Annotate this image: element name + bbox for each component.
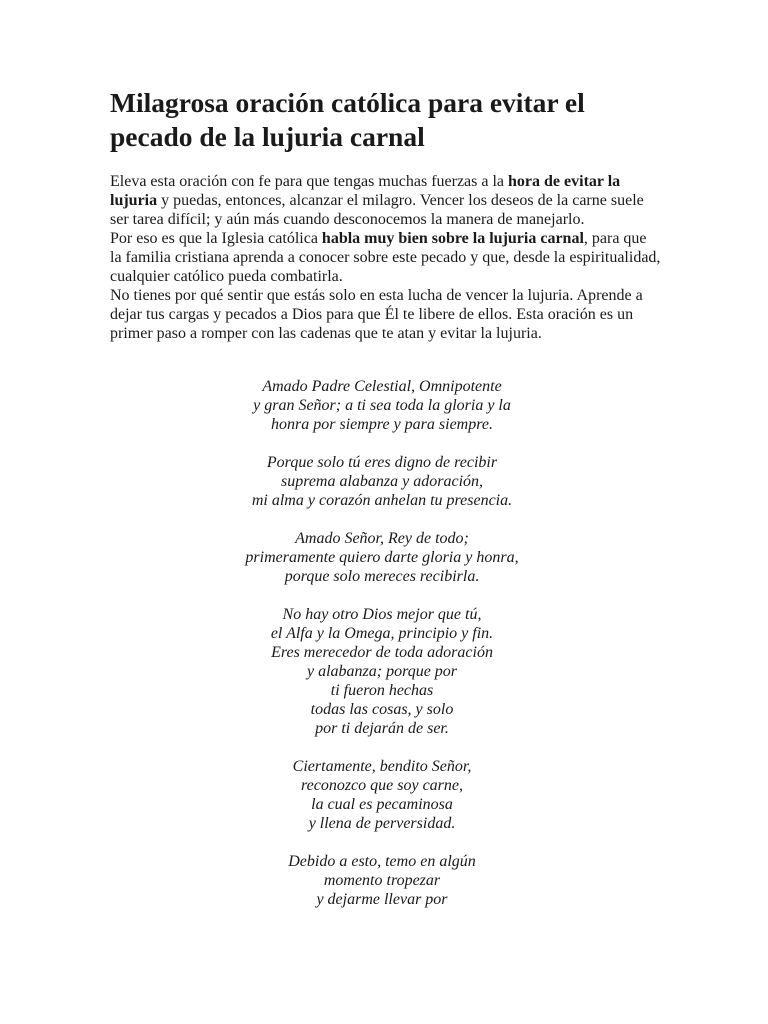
prayer-stanza — [110, 852, 654, 909]
prayer-line: la cual es pecaminosa — [311, 796, 453, 813]
bold-phrase: hora de evitar la lujuria — [110, 173, 621, 209]
prayer-line: Porque solo tú eres digno de recibir — [266, 454, 498, 471]
prayer-line: todas las cosas, y solo — [310, 701, 454, 718]
prayer-line: Eres merecedor de toda adoración — [271, 644, 493, 661]
prayer-line: honra por siempre y para siempre. — [271, 416, 493, 433]
text-run: Eleva esta oración con fe para que tengas muchas fuerzas a la — [110, 173, 509, 190]
prayer-stanza — [110, 529, 654, 586]
prayer-line: y alabanza; porque por — [306, 663, 458, 680]
article-title: Milagrosa oración católica para evitar el pecado de la lujuria carnal — [110, 87, 585, 152]
prayer-line: y gran Señor; a ti sea toda la gloria y la — [253, 397, 511, 414]
prayer-line: Amado Padre Celestial, Omnipotente — [262, 378, 502, 395]
prayer-line: No hay otro Dios mejor que tú, — [282, 606, 482, 623]
prayer-line: porque solo mereces recibirla. — [284, 568, 480, 585]
prayer-line: y dejarme llevar por — [316, 891, 448, 908]
prayer-line: y llena de perversidad. — [308, 815, 456, 832]
prayer-stanza — [110, 757, 654, 833]
prayer-line: por ti dejarán de ser. — [315, 720, 449, 737]
text-run: y puedas, entonces, alcanzar el milagro. Vencer los deseos de la carne suele ser tarea difícil; y aún más cuando desconocemos la manera de manejarlo. — [110, 192, 644, 228]
prayer-stanza — [110, 453, 654, 510]
prayer-line: Debido a esto, temo en algún — [288, 853, 476, 870]
prayer-line: el Alfa y la Omega, principio y fin. — [270, 625, 494, 642]
prayer-line: mi alma y corazón anhelan tu presencia. — [251, 492, 513, 509]
text-run: Por eso es que la Iglesia católica — [110, 230, 322, 247]
prayer-line: ti fueron hechas — [330, 682, 434, 699]
bold-phrase: habla muy bien sobre la lujuria carnal — [321, 230, 584, 247]
prayer-line: momento tropezar — [323, 872, 441, 889]
intro-text — [110, 172, 662, 343]
intro-paragraph — [110, 286, 662, 343]
prayer-stanza — [110, 605, 654, 738]
intro-paragraph — [110, 172, 662, 229]
document-page — [110, 86, 662, 909]
prayer-stanza — [110, 377, 654, 434]
prayer-text — [110, 377, 654, 909]
prayer-line: primeramente quiero darte gloria y honra, — [245, 549, 519, 566]
intro-paragraph — [110, 229, 662, 286]
prayer-line: reconozco que soy carne, — [300, 777, 464, 794]
text-run: , para que la familia cristiana aprenda a conocer sobre este pecado y que, desde la espiritualidad, cualquier católico pueda combatirla. — [110, 230, 661, 285]
text-run: No tienes por qué sentir que estás solo en esta lucha de vencer la lujuria. Aprende a dejar tus cargas y pecados a Dios para que Él te libere de ellos. Esta oración es un primer paso a romper con las cadenas que te atan y evitar la lujuria. — [110, 287, 643, 342]
prayer-line: Amado Señor, Rey de todo; — [295, 530, 469, 547]
prayer-line: Ciertamente, bendito Señor, — [292, 758, 472, 775]
prayer-line: suprema alabanza y adoración, — [280, 473, 484, 490]
